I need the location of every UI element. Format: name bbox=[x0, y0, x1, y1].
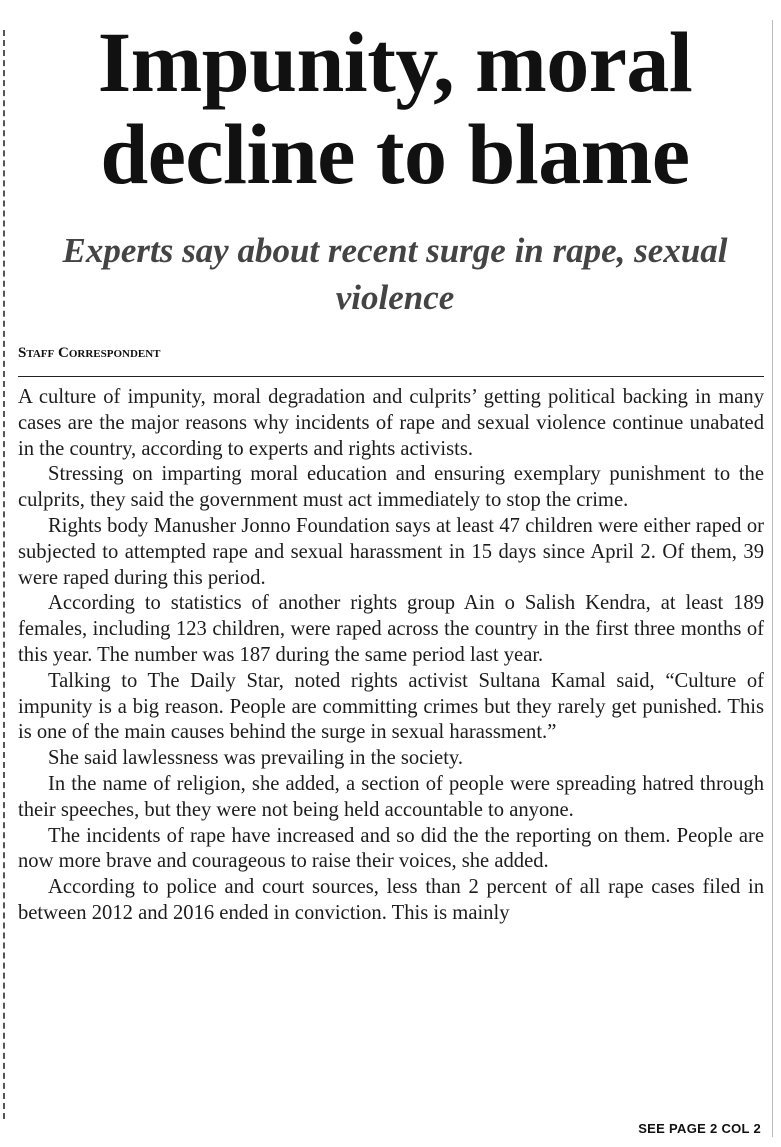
paragraph: According to police and court sources, less than 2 percent of all rape cases filed in between 2012 and 2016 ended in conviction. This is mainly bbox=[18, 876, 764, 924]
left-dashed-cut-line bbox=[3, 30, 5, 1119]
article-body bbox=[18, 385, 764, 927]
byline-divider bbox=[18, 376, 764, 377]
paragraph: Stressing on imparting moral education and ensuring exemplary punishment to the culprits, they said the government must act immediately to stop the crime. bbox=[18, 463, 764, 512]
paragraph: The incidents of rape have increased and so did the the reporting on them. People are now more brave and courageous to raise their voices, she added. bbox=[18, 824, 764, 873]
paragraph: Talking to The Daily Star, noted rights activist Sultana Kamal said, “Culture of impunity is a big reason. People are committing crimes but they rarely get punished. This is one of the main causes behind the surge in sexual harassment.” bbox=[18, 669, 764, 744]
headline: Impunity, moral decline to blame bbox=[97, 14, 693, 202]
paragraph: She said lawlessness was prevailing in the society. bbox=[48, 747, 464, 770]
paragraph: According to statistics of another rights group Ain o Salish Kendra, at least 189 females, including 123 children, were raped across the country in the first three months of this year. The number was 187 during the same period last year. bbox=[18, 592, 764, 666]
continued-on-page-note: SEE PAGE 2 COL 2 bbox=[638, 1121, 761, 1136]
paragraph: In the name of religion, she added, a section of people were spreading hatred through their speeches, but they were not being held accountable to anyone. bbox=[18, 772, 764, 821]
byline: Staff Correspondent bbox=[18, 345, 161, 361]
paragraph: A culture of impunity, moral degradation and culprits’ getting political backing in many cases are the major reasons why incidents of rape and sexual violence continue unabated in the country, according to experts and rights activists. bbox=[18, 386, 764, 460]
paragraph: Rights body Manusher Jonno Foundation says at least 47 children were either raped or subjected to attempted rape and sexual harassment in 15 days since April 2. Of them, 39 were raped during this period. bbox=[18, 514, 764, 589]
subheadline: Experts say about recent surge in rape, sexual violence bbox=[62, 231, 728, 317]
